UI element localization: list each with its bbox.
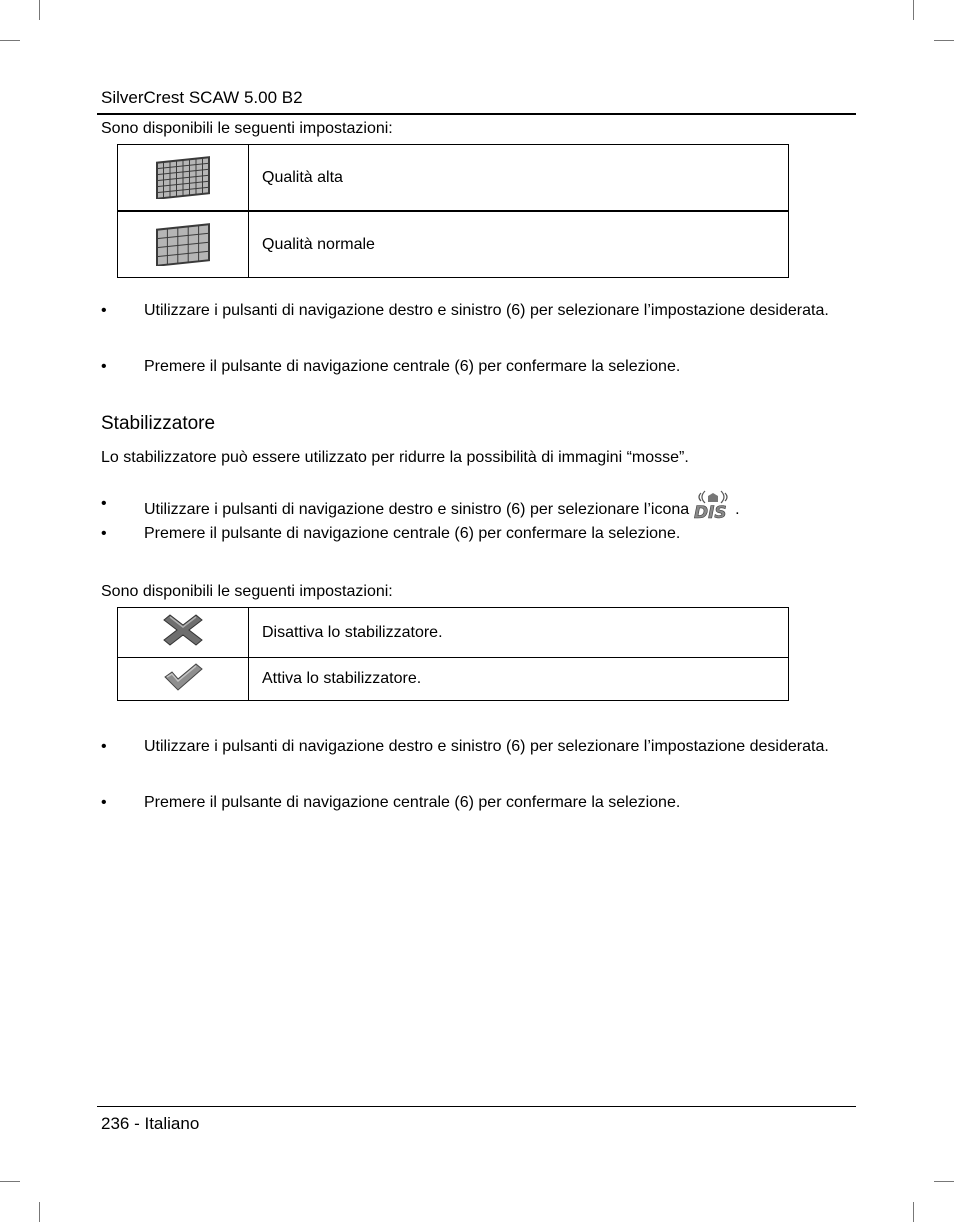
high-quality-grid-icon (154, 186, 212, 203)
footer-rule (97, 1106, 856, 1107)
icon-cell (118, 211, 249, 278)
stabilizer-intro: Sono disponibili le seguenti impostazioni: (101, 583, 393, 600)
crop-mark (0, 1181, 20, 1182)
list-item (101, 353, 856, 380)
bullet-dot: • (101, 495, 107, 512)
list-item (101, 733, 856, 760)
bullet-suffix: . (735, 501, 740, 518)
table-row (118, 608, 789, 658)
bullet-dot: • (101, 358, 107, 375)
list-item (101, 297, 856, 324)
crop-mark (0, 40, 20, 41)
bullet-dot: • (101, 794, 107, 811)
setting-label: Qualità alta (249, 145, 789, 212)
bullet-dot: • (101, 302, 107, 319)
bullet-text: Utilizzare i pulsanti di navigazione destro e sinistro (6) per selezionare l’impostazione desiderata. (144, 302, 829, 319)
page-number: 236 - Italiano (101, 1114, 200, 1133)
table-row (118, 145, 789, 212)
bullet-text-main: Utilizzare i pulsanti di navigazione destro e sinistro (6) per selezionare l’icona (144, 501, 690, 518)
bullet-text: Utilizzare i pulsanti di navigazione destro e sinistro (6) per selezionare l’impostazione desiderata. (144, 738, 829, 755)
header-rule (97, 113, 856, 115)
bullet-dot: • (101, 738, 107, 755)
icon-cell (118, 658, 249, 701)
table-row (118, 211, 789, 278)
crop-mark (39, 1202, 40, 1222)
section-heading: Stabilizzatore (101, 413, 216, 434)
stabilizer-description: Lo stabilizzatore può essere utilizzato per ridurre la possibilità di immagini “mosse”. (101, 449, 689, 466)
crop-mark (913, 0, 914, 20)
icon-cell (118, 608, 249, 658)
normal-quality-grid-icon (154, 253, 212, 270)
list-item (101, 789, 856, 816)
bullet-dot: • (101, 525, 107, 542)
icon-cell (118, 145, 249, 212)
svg-text:DIS: DIS (694, 503, 727, 520)
list-item (101, 520, 856, 547)
bullet-text: Premere il pulsante di navigazione centrale (6) per confermare la selezione. (144, 794, 681, 811)
bullet-text: Premere il pulsante di navigazione centrale (6) per confermare la selezione. (144, 525, 681, 542)
table-row (118, 658, 789, 701)
quality-settings-table (117, 144, 789, 278)
checkmark-on-icon (162, 680, 204, 697)
crop-mark (934, 40, 954, 41)
setting-label: Qualità normale (249, 211, 789, 278)
stabilizer-settings-table (117, 607, 789, 701)
cross-off-icon (162, 635, 204, 652)
setting-label: Disattiva lo stabilizzatore. (249, 608, 789, 658)
bullet-text: Premere il pulsante di navigazione centrale (6) per confermare la selezione. (144, 358, 681, 375)
quality-intro: Sono disponibili le seguenti impostazioni: (101, 120, 393, 137)
page-header-title: SilverCrest SCAW 5.00 B2 (101, 88, 303, 107)
crop-mark (39, 0, 40, 20)
crop-mark (913, 1202, 914, 1222)
setting-label: Attiva lo stabilizzatore. (249, 658, 789, 701)
crop-mark (934, 1181, 954, 1182)
